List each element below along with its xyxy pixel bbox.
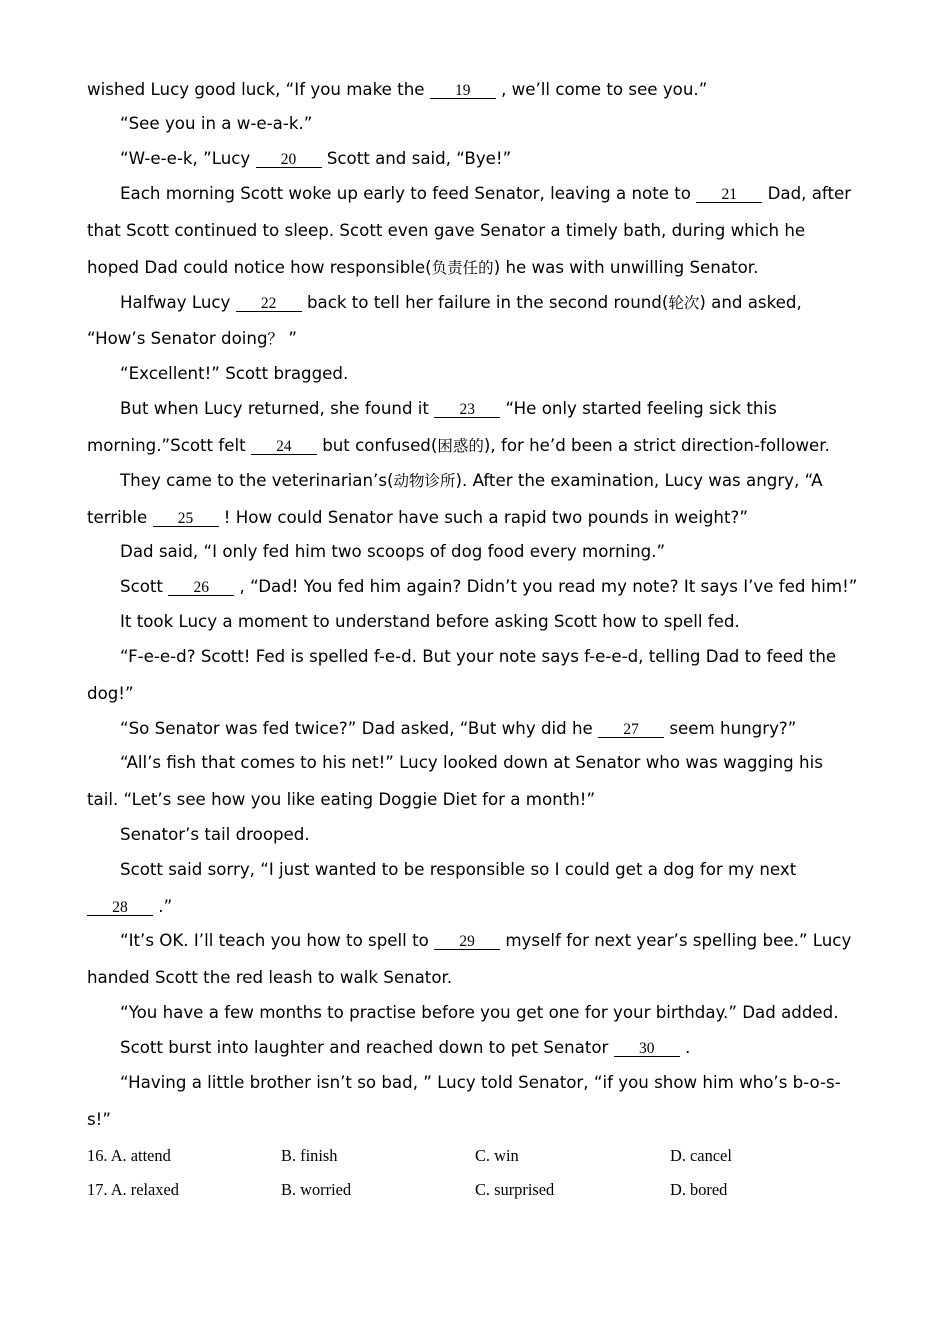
chinese-gloss: 负责任的 (431, 258, 494, 277)
text-line (87, 429, 887, 464)
text-segment: s!” (87, 1109, 111, 1129)
paragraph (87, 142, 887, 177)
text-segment: ) he was with unwilling Senator. (493, 257, 759, 277)
text-segment: handed Scott the red leash to walk Senator. (87, 968, 453, 988)
paragraph (87, 640, 887, 712)
paragraph (87, 392, 887, 464)
text-segment: They came to the veterinarian’s( (120, 470, 394, 490)
paragraph (87, 1066, 887, 1138)
option-text: C. surprised (475, 1180, 555, 1200)
text-segment: “See you in a w-e-a-k.” (120, 114, 313, 134)
text-line (87, 357, 887, 392)
text-segment: “He only started feeling sick this (500, 399, 777, 419)
paragraph (87, 107, 887, 142)
text-line (87, 640, 887, 675)
text-segment: “You have a few months to practise before you get one for your birthday.” Dad added. (120, 1003, 839, 1023)
paragraph (87, 286, 887, 358)
text-segment: ). After the examination, Lucy was angry, “A (455, 470, 823, 490)
text-line (87, 746, 887, 781)
text-segment: Scott and said, “Bye!” (321, 149, 512, 169)
text-segment: Halfway Lucy (120, 292, 236, 312)
text-line (87, 142, 887, 177)
text-segment: “W-e-e-k, ”Lucy (120, 149, 256, 169)
text-line (87, 1103, 887, 1138)
text-segment: hoped Dad could notice how responsible( (87, 257, 432, 277)
text-line (87, 214, 887, 249)
text-segment: “How’s Senator doing (87, 329, 268, 349)
text-segment: “F-e-e-d? Scott! Fed is spelled f-e-d. But your note says f-e-e-d, telling Dad to feed the (120, 646, 837, 666)
text-segment: It took Lucy a moment to understand before asking Scott how to spell fed. (120, 612, 740, 632)
text-line (87, 605, 887, 640)
text-segment: seem hungry?” (664, 718, 797, 738)
option-17-c (475, 1173, 670, 1208)
paragraph (87, 818, 887, 853)
option-text: D. bored (670, 1180, 728, 1200)
text-line (87, 107, 887, 142)
question-number: 16. (87, 1145, 108, 1165)
blank-20: 20 (256, 152, 322, 168)
blank-19: 19 (430, 83, 496, 99)
text-segment: that Scott continued to sleep. Scott even gave Senator a timely bath, during which he (87, 220, 806, 240)
option-17-b (281, 1173, 475, 1208)
option-text: D. cancel (670, 1145, 732, 1165)
text-segment: myself for next year’s spelling bee.” Lucy (500, 931, 852, 951)
paragraph (87, 605, 887, 640)
fullwidth-question-mark: ？ (267, 330, 284, 349)
text-segment: Scott (120, 577, 169, 597)
text-segment: Senator’s tail drooped. (120, 824, 310, 844)
question-number: 17. (87, 1180, 108, 1200)
text-segment: “Having a little brother isn’t so bad, ” Lucy told Senator, “if you show him who’s b-o-s- (120, 1072, 841, 1092)
blank-25: 25 (153, 511, 219, 527)
text-line (87, 924, 887, 959)
blank-28: 28 (87, 900, 153, 916)
option-16-b (281, 1139, 475, 1174)
text-segment: tail. “Let’s see how you like eating Doggie Diet for a month!” (87, 790, 596, 810)
text-line (87, 1066, 887, 1101)
question-options (87, 1139, 887, 1209)
text-segment: ! How could Senator have such a rapid two pounds in weight?” (218, 507, 748, 527)
text-segment: . (679, 1037, 691, 1057)
option-16-a (87, 1139, 281, 1174)
option-16-c (475, 1139, 670, 1174)
chinese-gloss: 动物诊所 (393, 471, 456, 490)
option-text: B. finish (281, 1145, 338, 1165)
text-line (87, 818, 887, 853)
question-16 (87, 1139, 887, 1174)
text-segment: “All’s fish that comes to his net!” Lucy looked down at Senator who was wagging his (120, 753, 823, 773)
paragraph (87, 464, 887, 536)
text-line (87, 73, 887, 108)
paragraph (87, 177, 887, 286)
text-segment: “Excellent!” Scott bragged. (120, 364, 349, 384)
text-line (87, 501, 887, 536)
text-segment: .” (153, 896, 173, 916)
text-segment: “So Senator was fed twice?” Dad asked, “But why did he (120, 718, 599, 738)
blank-23: 23 (434, 402, 500, 418)
paragraph (87, 924, 887, 996)
text-line (87, 961, 887, 996)
paragraph (87, 570, 887, 605)
question-17 (87, 1173, 887, 1208)
text-segment: ) and asked, (699, 292, 802, 312)
blank-24: 24 (251, 439, 317, 455)
blank-29: 29 (434, 934, 500, 950)
text-segment: Scott said sorry, “I just wanted to be responsible so I could get a dog for my next (120, 859, 797, 879)
text-segment: ” (283, 329, 297, 349)
paragraph (87, 535, 887, 570)
text-line (87, 251, 887, 286)
chinese-gloss: 困惑的 (437, 436, 484, 455)
text-segment: , we’ll come to see you.” (495, 79, 708, 99)
exam-page (87, 73, 887, 1209)
blank-22: 22 (236, 296, 302, 312)
text-line (87, 535, 887, 570)
text-segment: Scott burst into laughter and reached down to pet Senator (120, 1037, 614, 1057)
text-segment: wished Lucy good luck, “If you make the (87, 79, 430, 99)
text-line (87, 712, 887, 747)
paragraph (87, 746, 887, 818)
text-segment: But when Lucy returned, she found it (120, 399, 435, 419)
text-line (87, 890, 887, 925)
blank-27: 27 (598, 722, 664, 738)
text-line (87, 996, 887, 1031)
paragraph (87, 357, 887, 392)
text-segment: “It’s OK. I’ll teach you how to spell to (120, 931, 435, 951)
blank-30: 30 (614, 1041, 680, 1057)
option-text: A. relaxed (110, 1180, 179, 1200)
text-segment: terrible (87, 507, 153, 527)
text-line (87, 570, 887, 605)
paragraph (87, 996, 887, 1031)
option-17-a (87, 1173, 281, 1208)
text-segment: dog!” (87, 683, 134, 703)
paragraph (87, 73, 887, 108)
option-text: B. worried (281, 1180, 352, 1200)
paragraph (87, 1031, 887, 1066)
text-line (87, 1031, 887, 1066)
cloze-passage (87, 73, 887, 1138)
text-segment: ), for he’d been a strict direction-follower. (483, 435, 830, 455)
text-line (87, 392, 887, 427)
option-text: C. win (475, 1145, 519, 1165)
text-segment: , “Dad! You fed him again? Didn’t you read my note? It says I’ve fed him!” (234, 577, 858, 597)
text-line (87, 464, 887, 499)
blank-26: 26 (168, 580, 234, 596)
text-line (87, 783, 887, 818)
text-line (87, 177, 887, 212)
paragraph (87, 853, 887, 925)
option-16-d (670, 1139, 864, 1174)
chinese-gloss: 轮次 (668, 293, 700, 312)
text-segment: Dad said, “I only fed him two scoops of dog food every morning.” (120, 542, 666, 562)
text-segment: morning.”Scott felt (87, 435, 251, 455)
text-segment: back to tell her failure in the second round( (301, 292, 669, 312)
option-text: A. attend (110, 1145, 171, 1165)
blank-21: 21 (696, 187, 762, 203)
text-segment: Each morning Scott woke up early to feed Senator, leaving a note to (120, 183, 697, 203)
text-line (87, 286, 887, 321)
text-segment: but confused( (316, 435, 438, 455)
option-17-d (670, 1173, 864, 1208)
text-line (87, 853, 887, 888)
text-line (87, 322, 887, 357)
text-segment: Dad, after (762, 183, 852, 203)
text-line (87, 677, 887, 712)
paragraph (87, 712, 887, 747)
